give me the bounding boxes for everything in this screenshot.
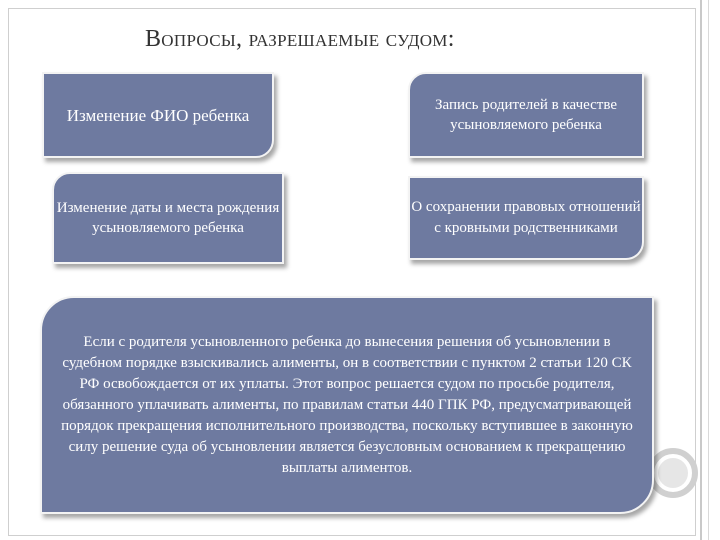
card-birth-date-place	[52, 172, 284, 264]
card-text: О сохранении правовых отношений с кровными родственниками	[411, 199, 641, 236]
card-text: Изменение ФИО ребенка	[66, 105, 250, 125]
card-text: Запись родителей в качестве усыновляемого ребенка	[434, 97, 618, 133]
decorative-line	[700, 0, 702, 540]
alimony-note	[40, 296, 654, 514]
note-text: Если с родителя усыновленного ребенка до вынесения решения об усыновлении в судебном порядке взыскивались алименты, он в соответствии с пунктом 2 статьи 120 СК РФ освобождается от их уплаты. Этот вопрос решается судом по просьбе родителя, обязанного уплачивать алименты, по правилам статьи 440 ГПК РФ, предусматривающей порядок прекращения исполнительного производства, поскольку вступившее в законную силу решение суда об усыновлении является безусловным основанием к прекращению выплаты алиментов.	[61, 333, 633, 476]
card-fio-change	[42, 72, 274, 158]
decorative-line	[708, 0, 709, 540]
slide-title: Вопросы, разрешаемые судом:	[145, 26, 455, 52]
card-blood-relatives	[408, 176, 644, 260]
decorative-ring-inner	[658, 458, 688, 488]
card-parents-record	[408, 72, 644, 158]
card-text: Изменение даты и места рождения усыновляемого ребенка	[56, 200, 280, 236]
